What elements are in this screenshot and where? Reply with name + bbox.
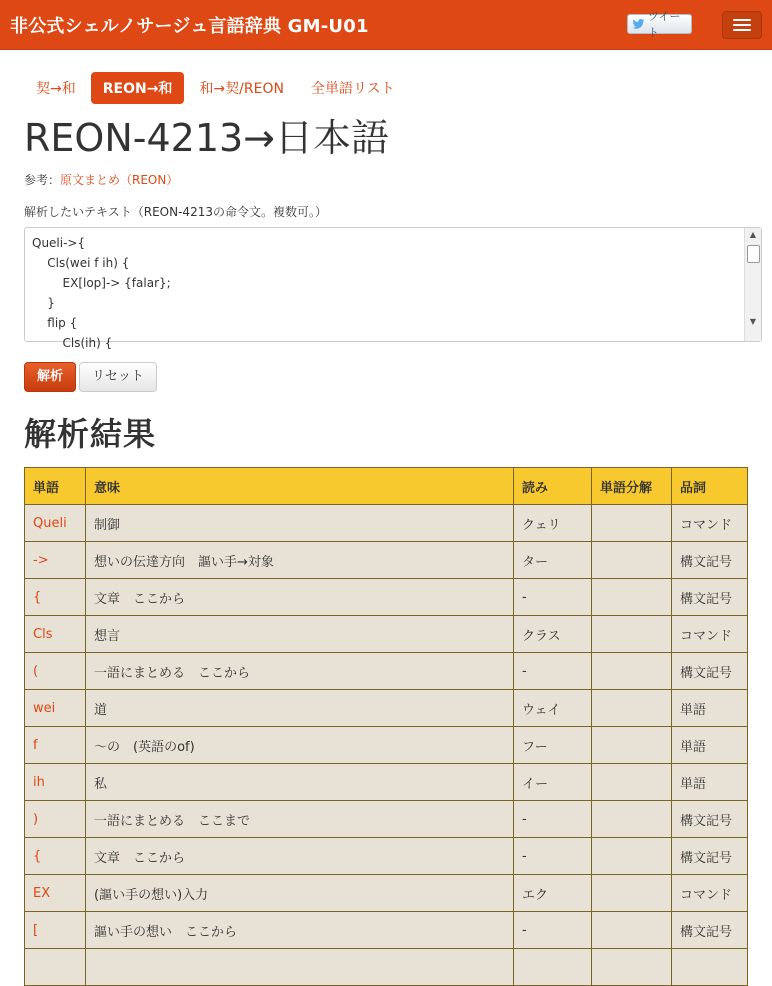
hamburger-icon-bar [733,19,751,21]
hamburger-icon-bar [733,29,751,31]
scroll-thumb[interactable] [747,245,760,263]
cell-meaning: 〜の (英語のof) [86,727,514,764]
table-row [25,542,748,579]
cell-meaning: 想いの伝達方向 謳い手→対象 [86,542,514,579]
cell-word[interactable]: Queli [25,505,86,542]
cell-meaning: 文章 ここから [86,579,514,616]
cell-word[interactable]: ) [25,801,86,838]
text-input-area[interactable] [24,227,762,350]
cell-word-split [592,912,672,949]
cell-word[interactable]: EX [25,875,86,912]
cell-word-split [592,690,672,727]
results-table [24,467,748,986]
cell-reading: - [514,912,592,949]
cell-part-of-speech: 構文記号 [672,838,748,875]
reference-prefix: 参考： [24,173,61,187]
reference-line [24,171,748,188]
cell-word-split [592,579,672,616]
tweet-label: ツイート [647,10,681,39]
table-row [25,949,748,986]
table-row [25,690,748,727]
input-prompt: 解析したいテキスト（REON-4213の命令文。複数可。） [24,205,327,219]
tweet-button[interactable] [627,10,692,39]
cell-reading: - [514,801,592,838]
table-row [25,616,748,653]
cell-meaning: 一語にまとめる ここまで [86,801,514,838]
cell-meaning: 文章 ここから [86,838,514,875]
menu-toggle-button[interactable] [722,11,762,39]
cell-reading: クラス [514,616,592,653]
cell-word-split [592,616,672,653]
table-row [25,764,748,801]
cell-meaning: 一語にまとめる ここから [86,653,514,690]
cell-part-of-speech [672,949,748,986]
scroll-up-icon[interactable]: ▲ [749,230,757,239]
navbar [0,0,772,50]
cell-word[interactable]: { [25,579,86,616]
header-reading: 読み [514,468,592,505]
cell-meaning: 道 [86,690,514,727]
cell-part-of-speech: 単語 [672,764,748,801]
cell-part-of-speech: 構文記号 [672,653,748,690]
cell-word[interactable]: ( [25,653,86,690]
cell-reading: ター [514,542,592,579]
cell-part-of-speech: コマンド [672,875,748,912]
results-heading: 解析結果 [24,415,157,453]
cell-word-split [592,801,672,838]
header-word-split: 単語分解 [592,468,672,505]
table-body [25,505,748,986]
cell-reading: - [514,838,592,875]
analyze-button[interactable]: 解析 [24,362,76,392]
cell-meaning: 制御 [86,505,514,542]
cell-part-of-speech: 単語 [672,727,748,764]
cell-part-of-speech: 構文記号 [672,912,748,949]
scroll-down-icon[interactable]: ▼ [749,317,757,326]
cell-word-split [592,875,672,912]
header-meaning: 意味 [86,468,514,505]
cell-word[interactable] [25,949,86,986]
cell-word[interactable]: [ [25,912,86,949]
reset-button[interactable]: リセット [79,362,157,392]
tab-kei-to-wa[interactable]: 契→和 [36,81,76,97]
cell-part-of-speech: 構文記号 [672,542,748,579]
cell-word-split [592,727,672,764]
cell-word-split [592,949,672,986]
table-row [25,579,748,616]
text-input-content[interactable]: Queli->{ Cls(wei f ih) { EX[lop]-> {falar}; } flip { Cls(ih) { [32,236,171,350]
reference-link[interactable]: 原文まとめ（REON） [60,173,179,187]
cell-word[interactable]: f [25,727,86,764]
tab-reon-to-wa[interactable]: REON→和 [91,72,185,104]
cell-word[interactable]: -> [25,542,86,579]
cell-reading: ウェイ [514,690,592,727]
cell-word[interactable]: ih [25,764,86,801]
cell-part-of-speech: コマンド [672,505,748,542]
cell-meaning: 私 [86,764,514,801]
cell-meaning: (謳い手の想い)入力 [86,875,514,912]
header-part-of-speech: 品詞 [672,468,748,505]
page-title: REON-4213→日本語 [24,116,390,160]
table-row [25,801,748,838]
table-row [25,505,748,542]
cell-reading [514,949,592,986]
cell-reading: フー [514,727,592,764]
cell-word[interactable]: wei [25,690,86,727]
twitter-bird-icon [632,19,645,29]
cell-reading: クェリ [514,505,592,542]
brand-title[interactable]: 非公式シェルノサージュ言語辞典 GM-U01 [10,15,369,37]
cell-word-split [592,653,672,690]
cell-part-of-speech: 構文記号 [672,579,748,616]
cell-part-of-speech: 単語 [672,690,748,727]
cell-word[interactable]: Cls [25,616,86,653]
cell-reading: - [514,653,592,690]
cell-part-of-speech: 構文記号 [672,801,748,838]
cell-meaning: 謳い手の想い ここから [86,912,514,949]
cell-part-of-speech: コマンド [672,616,748,653]
cell-word-split [592,838,672,875]
nav-tabs [24,72,748,104]
cell-reading: イー [514,764,592,801]
hamburger-icon-bar [733,24,751,26]
cell-meaning [86,949,514,986]
cell-reading: エク [514,875,592,912]
table-row [25,838,748,875]
cell-word-split [592,542,672,579]
cell-word-split [592,764,672,801]
table-row [25,875,748,912]
tab-wa-to-kei-reon[interactable]: 和→契/REON [199,81,284,97]
table-row [25,653,748,690]
cell-word[interactable]: { [25,838,86,875]
cell-meaning: 想言 [86,616,514,653]
table-row [25,912,748,949]
textarea-scrollbar[interactable] [744,228,761,341]
tab-all-words[interactable]: 全単語リスト [310,81,395,97]
header-word: 単語 [25,468,86,505]
table-header-row [25,468,748,505]
cell-word-split [592,505,672,542]
action-buttons [24,362,748,392]
table-row [25,727,748,764]
cell-reading: - [514,579,592,616]
